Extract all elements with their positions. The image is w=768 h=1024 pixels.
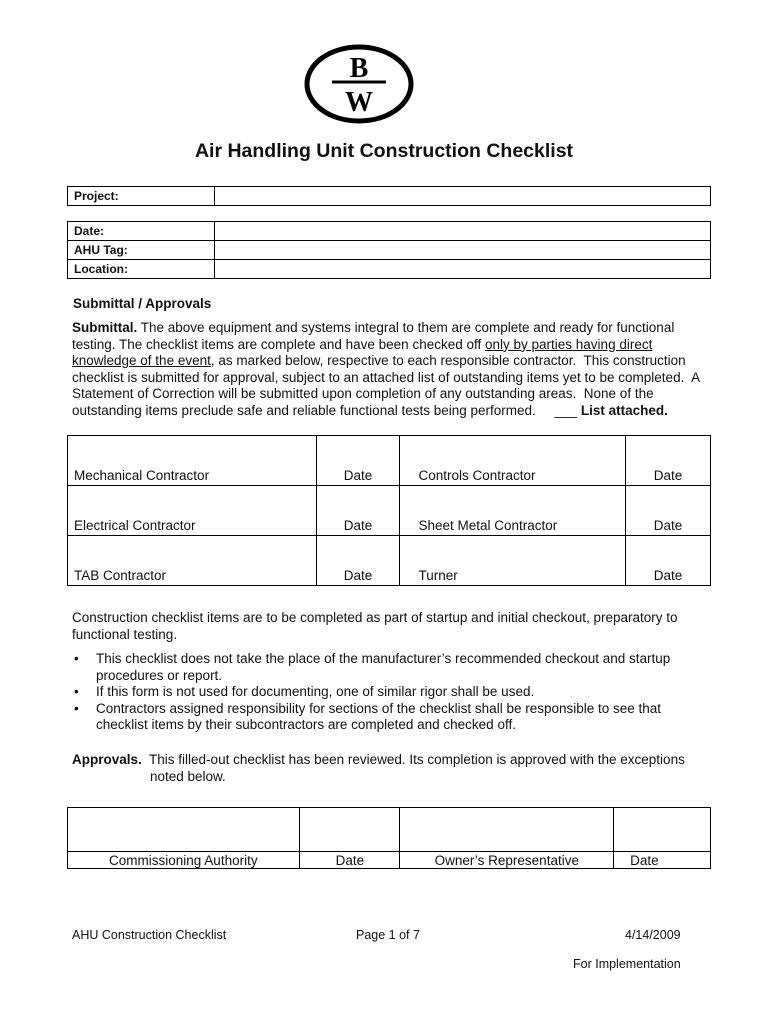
location-field[interactable] <box>215 260 711 279</box>
table-row <box>68 852 711 869</box>
table-row <box>68 436 711 486</box>
logo-letter-b: B <box>349 53 369 84</box>
owner-date-sign-cell[interactable] <box>614 808 711 852</box>
footer-date: 4/14/2009 <box>625 928 681 942</box>
table-row <box>68 260 711 279</box>
submittal-paragraph <box>72 320 712 420</box>
owner-date-label: Date <box>614 852 711 869</box>
table-row <box>68 536 711 586</box>
submittal-lead: Submittal. <box>72 320 138 335</box>
submittal-text-b: , as marked below, respective to each responsible contractor. This construction checklist is submitted for approval, subject to an attached list of outstanding items yet to be completed. A Statement of Correction will be submitted upon completion of any outstanding areas. None of the outstanding items preclude safe and reliable functional tests being performed. <box>72 353 704 418</box>
commissioning-authority-label: Commissioning Authority <box>68 852 300 869</box>
list-item: • If this form is not used for documenting, one of similar rigor shall be used. <box>72 684 712 701</box>
list-item: • Contractors assigned responsibility for sections of the checklist shall be responsible to see that checklist items by their subcontractors are completed and checked off. <box>72 701 712 734</box>
project-field[interactable] <box>215 187 711 206</box>
table-row <box>68 187 711 206</box>
table-row <box>68 808 711 852</box>
sheet-metal-date-cell[interactable]: Date <box>626 486 711 536</box>
electrical-date-cell[interactable]: Date <box>316 486 400 536</box>
submittal-underlined: only by parties having direct knowledge of the event <box>72 336 653 369</box>
owner-rep-label: Owner’s Representative <box>400 852 614 869</box>
footer-page-number: Page 1 of 7 <box>356 928 420 942</box>
approvals-lead: Approvals. <box>72 752 142 767</box>
project-table <box>67 186 711 206</box>
list-item: • This checklist does not take the place of the manufacturer’s recommended checkout and startup procedures or report. <box>72 651 712 684</box>
project-label: Project: <box>68 187 215 206</box>
owner-rep-sign-cell[interactable] <box>400 808 614 852</box>
electrical-contractor-cell[interactable]: Electrical Contractor <box>68 486 317 536</box>
controls-contractor-cell[interactable]: Controls Contractor <box>400 436 626 486</box>
info-table <box>67 221 711 279</box>
section-heading: Submittal / Approvals <box>73 296 212 311</box>
tab-contractor-cell[interactable]: TAB Contractor <box>68 536 317 586</box>
footer-doc-name: AHU Construction Checklist <box>72 928 227 942</box>
date-field[interactable] <box>215 222 711 241</box>
bullet-list <box>72 651 712 734</box>
ahu-tag-field[interactable] <box>215 241 711 260</box>
location-label: Location: <box>68 260 215 279</box>
approvals-text: This filled-out checklist has been reviewed. Its completion is approved with the exceptions noted below. <box>149 752 685 784</box>
commissioning-authority-sign-cell[interactable] <box>68 808 300 852</box>
logo-letter-w: W <box>345 87 373 118</box>
submittal-text-a: The above equipment and systems integral to them are complete and ready for functional testing. The checklist items are complete and have been checked off <box>72 320 675 352</box>
date-label: Date: <box>68 222 215 241</box>
ahu-tag-label: AHU Tag: <box>68 241 215 260</box>
controls-date-cell[interactable]: Date <box>626 436 711 486</box>
footer-status: For Implementation <box>573 957 681 971</box>
list-attached-blank[interactable]: ___ <box>554 402 578 418</box>
approval-signature-table <box>67 807 711 869</box>
table-row <box>68 486 711 536</box>
table-row <box>68 241 711 260</box>
mechanical-contractor-cell[interactable]: Mechanical Contractor <box>68 436 317 486</box>
turner-date-cell[interactable]: Date <box>626 536 711 586</box>
list-attached-label: List attached. <box>577 402 668 418</box>
commissioning-date-sign-cell[interactable] <box>299 808 400 852</box>
sheet-metal-contractor-cell[interactable]: Sheet Metal Contractor <box>400 486 626 536</box>
commissioning-date-label: Date <box>299 852 400 869</box>
table-row <box>68 222 711 241</box>
turner-cell[interactable]: Turner <box>400 536 626 586</box>
tab-date-cell[interactable]: Date <box>316 536 400 586</box>
intro-paragraph: Construction checklist items are to be completed as part of startup and initial checkout, preparatory to functional testing. <box>72 610 678 642</box>
contractor-signature-table <box>67 435 711 586</box>
page-title: Air Handling Unit Construction Checklist <box>194 140 574 162</box>
approvals-paragraph <box>72 752 712 785</box>
mechanical-date-cell[interactable]: Date <box>316 436 400 486</box>
company-logo <box>304 44 414 124</box>
